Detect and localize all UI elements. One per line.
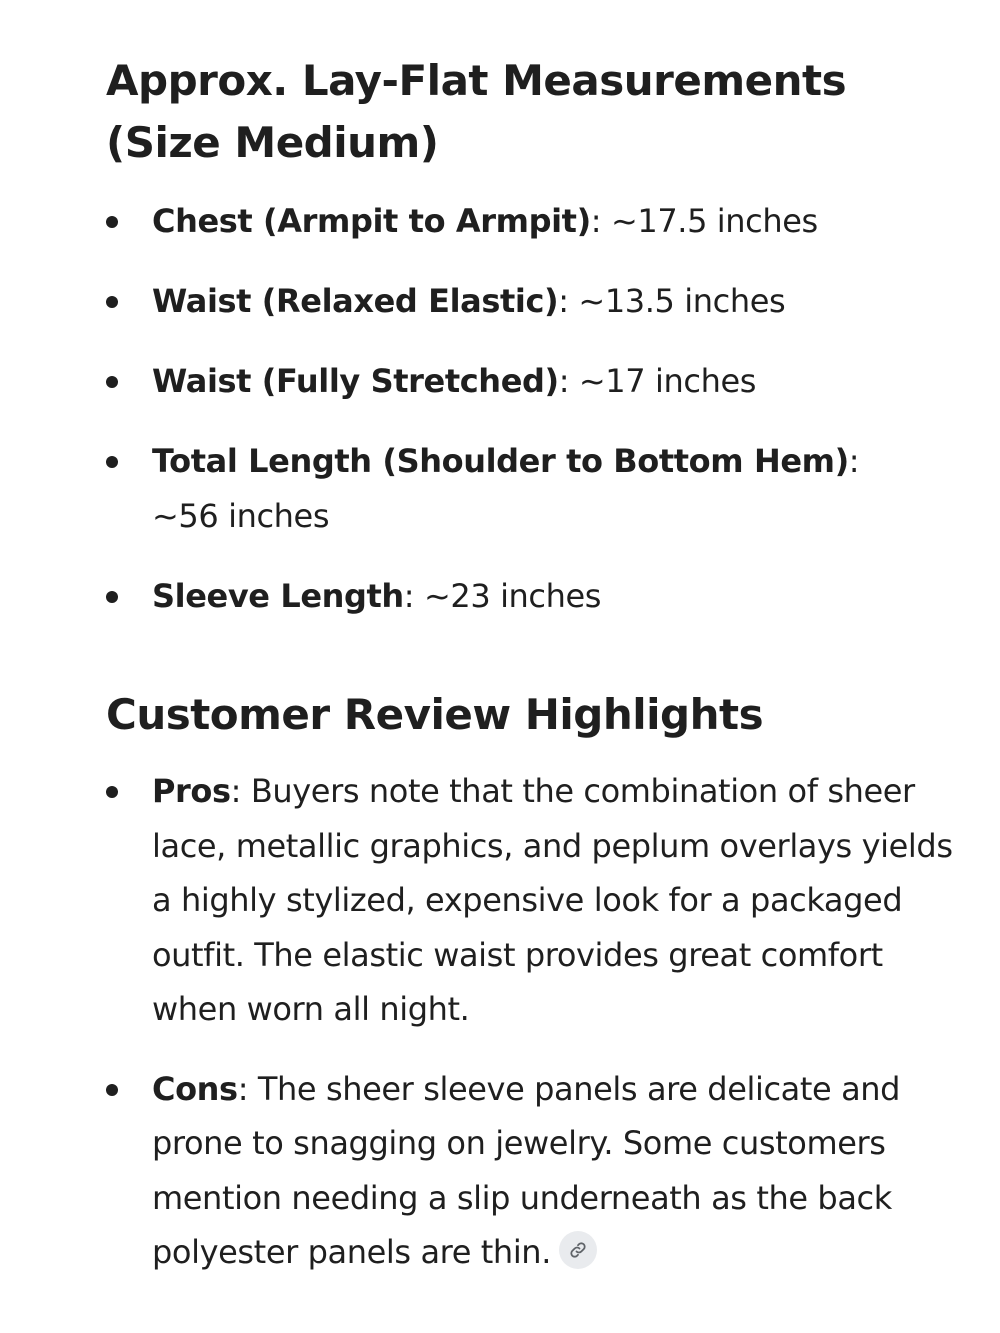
source-link-button[interactable] (559, 1231, 597, 1269)
measurements-list (106, 194, 956, 624)
measurement-label: Waist (Relaxed Elastic) (152, 282, 559, 320)
measurement-value: ~17 inches (569, 362, 757, 400)
bullet-icon (106, 456, 118, 468)
bullet-icon (106, 376, 118, 388)
bullet-icon (106, 1084, 118, 1096)
bullet-icon (106, 591, 118, 603)
label-separator: : (230, 772, 242, 810)
label-separator: : (590, 202, 602, 240)
response-content (106, 50, 956, 1305)
list-item (106, 569, 956, 624)
list-item (106, 1062, 956, 1280)
measurement-label: Chest (Armpit to Armpit) (152, 202, 591, 240)
review-label: Pros (152, 772, 231, 810)
reviews-heading: Customer Review Highlights (106, 690, 764, 739)
label-separator: : (558, 362, 570, 400)
bullet-icon (106, 786, 118, 798)
label-separator: : (558, 282, 569, 320)
bullet-icon (106, 296, 118, 308)
label-separator: : (403, 577, 415, 615)
label-separator: : (848, 442, 860, 480)
measurements-heading: Approx. Lay-Flat Measurements (Size Medium) (106, 56, 847, 167)
measurement-label: Sleeve Length (152, 577, 404, 615)
list-item (106, 764, 956, 1037)
measurement-value: ~23 inches (414, 577, 602, 615)
measurement-label: Total Length (Shoulder to Bottom Hem) (152, 442, 849, 480)
measurement-value: ~13.5 inches (568, 282, 786, 320)
measurement-label: Waist (Fully Stretched) (152, 362, 559, 400)
measurement-value: ~56 inches (152, 497, 330, 535)
list-item (106, 434, 956, 544)
review-label: Cons (152, 1069, 238, 1108)
reviews-list (106, 764, 956, 1280)
review-text: The sheer sleeve panels are delicate and prone to snagging on jewelry. Some customers mention needing a slip underneath as the back polyester panels are thin. (152, 1069, 901, 1271)
measurement-value: ~17.5 inches (601, 202, 818, 240)
review-text: Buyers note that the combination of sheer lace, metallic graphics, and peplum overlays yields a highly stylized, expensive look for a packaged outfit. The elastic waist provides great comfort when worn all night. (152, 772, 953, 1028)
list-item (106, 194, 956, 249)
list-item (106, 354, 956, 409)
bullet-icon (106, 216, 118, 228)
list-item (106, 274, 956, 329)
label-separator: : (237, 1069, 249, 1108)
link-icon (569, 1241, 587, 1259)
